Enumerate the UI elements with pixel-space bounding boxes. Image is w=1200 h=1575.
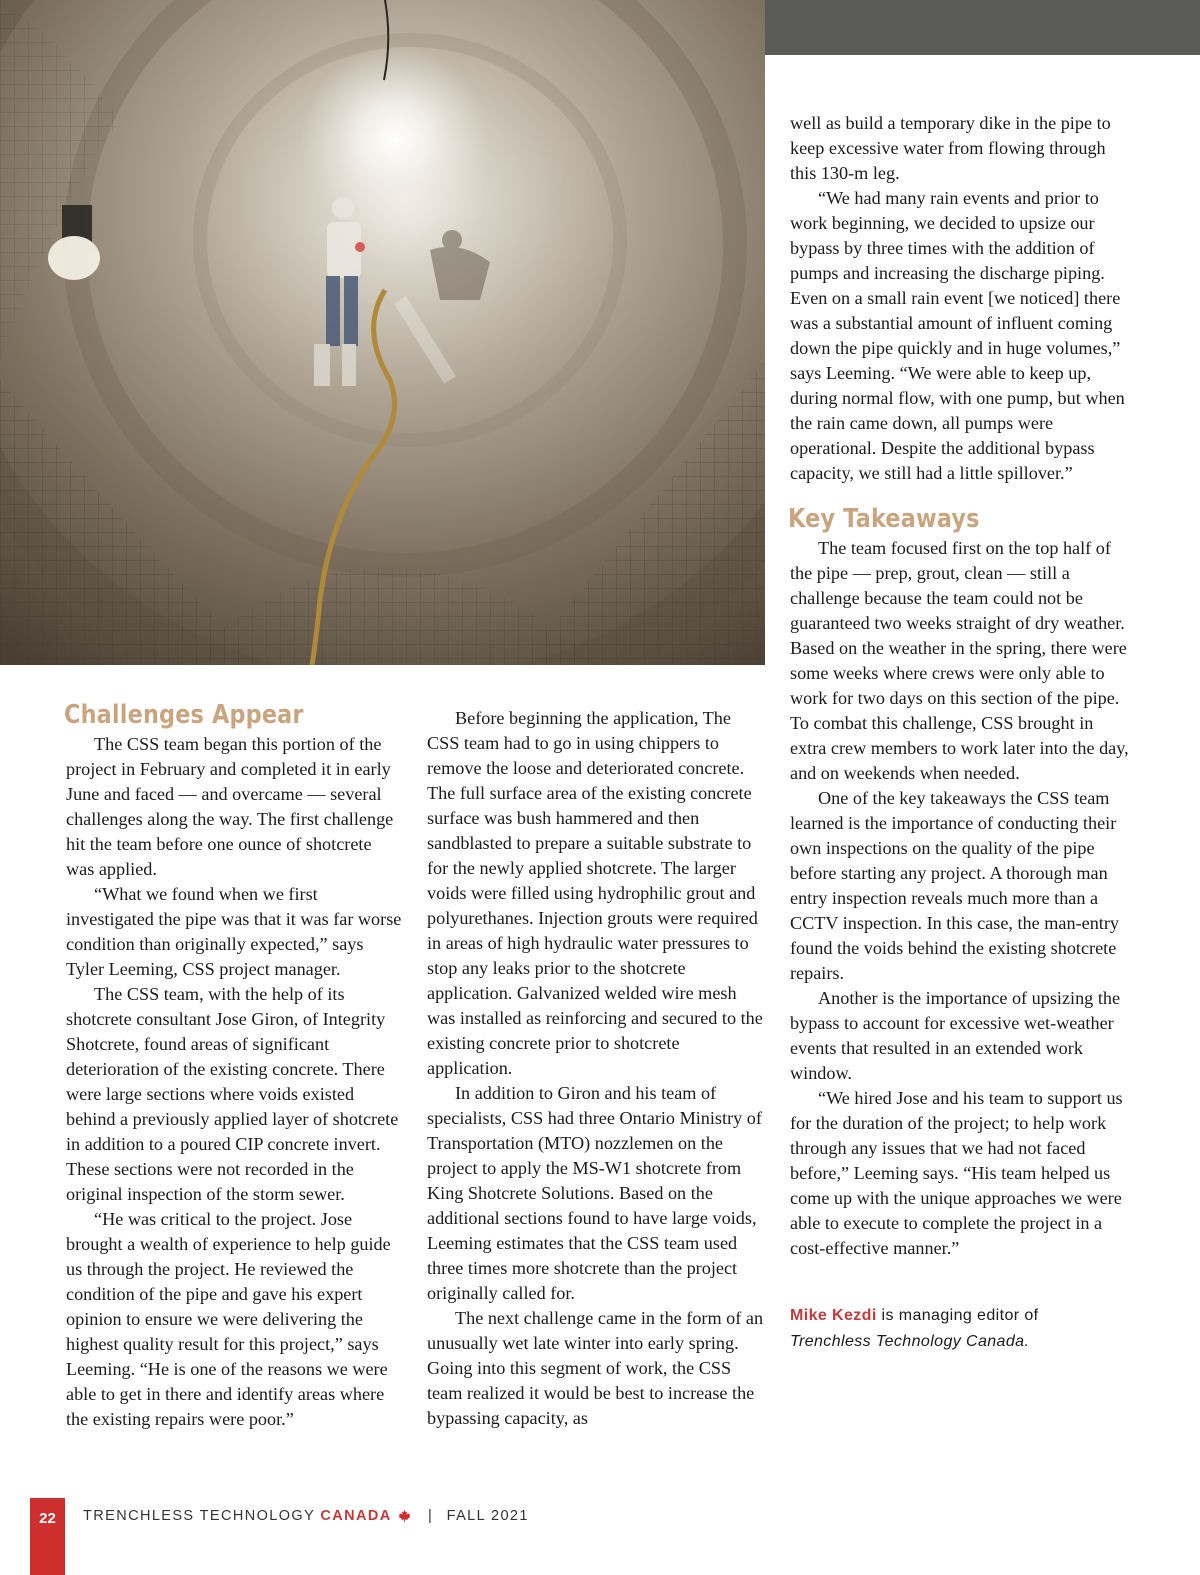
issue-label: FALL 2021	[446, 1508, 529, 1524]
article-column-1	[66, 732, 402, 1432]
author-bio	[790, 1303, 1130, 1355]
tunnel-photo-illustration	[0, 0, 765, 665]
page-number: 22	[39, 1510, 56, 1527]
paragraph: “We hired Jose and his team to support us for the duration of the project; to help work through any issues that we had not faced before,” Leeming says. “His team helped us come up with the unique approaches we were able to execute to complete the project in a cost-effective manner.”	[790, 1088, 1123, 1258]
paragraph: One of the key takeaways the CSS team learned is the importance of conducting their own inspections on the quality of the pipe before starting any project. A thorough man entry inspection reveals much more than a CCTV inspection. In this case, the man-entry found the voids behind the existing shotcrete repairs.	[790, 788, 1119, 983]
author-publication: Trenchless Technology Canada.	[790, 1333, 1030, 1350]
section-heading-key-takeaways: Key Takeaways	[788, 504, 980, 534]
page-number-tab	[30, 1498, 65, 1575]
article-column-2	[427, 706, 767, 1431]
paragraph: Before beginning the application, The CSS team had to go in using chippers to remove the loose and deteriorated concrete. The full surface area of the existing concrete surface was bush hammered and then sandblasted to prepare a suitable substrate to for the newly applied shotcrete. The larger voids were filled using hydrophilic grout and polyurethanes. Injection grouts were required in areas of high hydraulic water pressures to stop any leaks prior to the shotcrete application. Galvanized welded wire mesh was installed as reinforcing and secured to the existing concrete prior to shotcrete application.	[427, 708, 763, 1078]
paragraph: The team focused first on the top half of the pipe — prep, grout, clean — still a challenge because the team could not be guaranteed two weeks straight of dry weather. Based on the weather in the spring, there were some weeks where crews were only able to work for two days on this section of the pipe. To combat this challenge, CSS brought in extra crew members to work later into the day, and on weekends when needed.	[790, 538, 1129, 783]
top-corner-bar	[765, 0, 1200, 55]
maple-leaf-icon	[398, 1509, 411, 1522]
author-role: is managing editor of	[876, 1307, 1039, 1324]
paragraph: “What we found when we first investigated the pipe was that it was far worse condition than originally expected,” says Tyler Leeming, CSS project manager.	[66, 884, 402, 979]
paragraph: well as build a temporary dike in the pipe to keep excessive water from flowing through this 130-m leg.	[790, 113, 1111, 183]
tunnel-photo	[0, 0, 765, 665]
paragraph: “He was critical to the project. Jose brought a wealth of experience to help guide us through the project. He reviewed the condition of the pipe and gave his expert opinion to ensure we were delivering the highest quality result for this project,” says Leeming. “He is one of the reasons we were able to get in there and identify areas where the existing repairs were poor.”	[66, 1209, 391, 1429]
paragraph: In addition to Giron and his team of specialists, CSS had three Ontario Ministry of Transportation (MTO) nozzlemen on the project to apply the MS-W1 shotcrete from King Shotcrete Solutions. Based on the additional sections found to have large voids, Leeming estimates that the CSS team used three times more shotcrete than the project originally called for.	[427, 1083, 762, 1303]
paragraph: Another is the importance of upsizing the bypass to account for excessive wet-weather events that resulted in an extended work window.	[790, 988, 1121, 1083]
article-column-3	[790, 111, 1130, 1355]
paragraph: The CSS team began this portion of the project in February and completed it in early June and faced — and overcame — several challenges along the way. The first challenge hit the team before one ounce of shotcrete was applied.	[66, 734, 394, 879]
running-footer	[83, 1508, 529, 1524]
paragraph: The CSS team, with the help of its shotcrete consultant Jose Giron, of Integrity Shotcrete, found areas of significant deterioration of the existing concrete. There were large sections where voids existed behind a previously applied layer of shotcrete in addition to a poured CIP concrete invert. These sections were not recorded in the original inspection of the storm sewer.	[66, 984, 399, 1204]
section-heading-challenges: Challenges Appear	[64, 700, 304, 730]
magazine-country: CANADA	[320, 1508, 392, 1524]
paragraph: The next challenge came in the form of an unusually wet late winter into early spring. Going into this segment of work, the CSS team realized it would be best to increase the bypassing capacity, as	[427, 1308, 764, 1428]
footer-separator: |	[428, 1508, 434, 1524]
magazine-name: TRENCHLESS TECHNOLOGY	[83, 1508, 315, 1524]
paragraph: “We had many rain events and prior to work beginning, we decided to upsize our bypass by three times with the addition of pumps and increasing the discharge piping. Even on a small rain event [we noticed] there was a substantial amount of influent coming down the pipe quickly and in huge volumes,” says Leeming. “We were able to keep up, during normal flow, with one pump, but when the rain came down, all pumps were operational. Despite the additional bypass capacity, we still had a little spillover.”	[790, 188, 1125, 483]
author-name: Mike Kezdi	[790, 1307, 877, 1324]
